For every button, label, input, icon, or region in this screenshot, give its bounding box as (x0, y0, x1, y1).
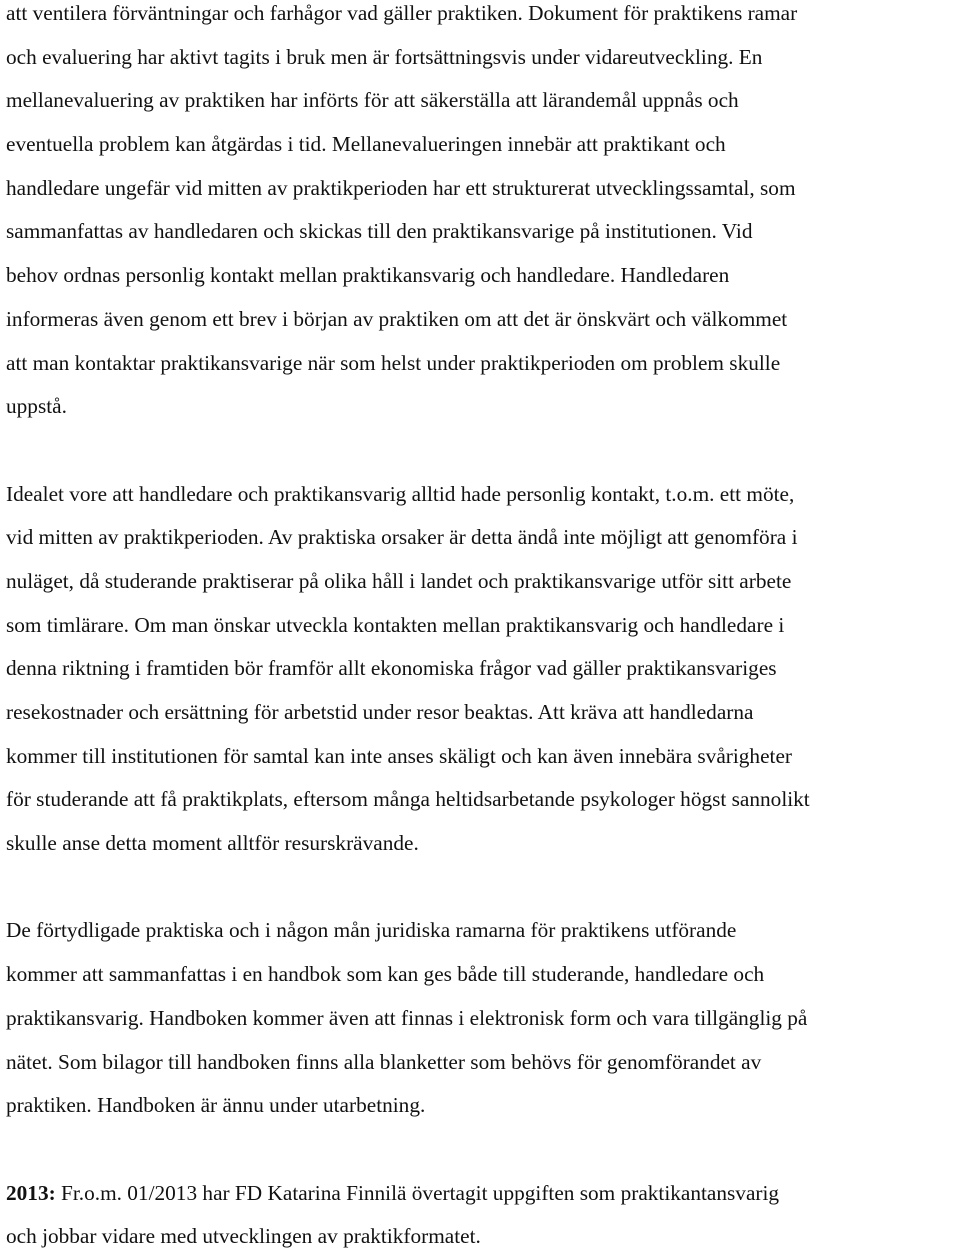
text-line: uppstå. (6, 394, 67, 419)
text-line: och evaluering har aktivt tagits i bruk men är fortsättningsvis under vidareutveckling. En (6, 44, 763, 69)
text-line: vid mitten av praktikperioden. Av praktiska orsaker är detta ändå inte möjligt att genomföra i (6, 525, 798, 550)
text-line: denna riktning i framtiden bör framför allt ekonomiska frågor vad gäller praktikansvariges (6, 656, 777, 681)
text-line: att ventilera förväntningar och farhågor vad gäller praktiken. Dokument för praktikens ramar (6, 1, 798, 25)
year-label: 2013: (6, 1180, 56, 1205)
text-line: sammanfattas av handledaren och skickas till den praktikansvarige på institutionen. Vid (6, 219, 753, 244)
text-line: kommer att sammanfattas i en handbok som kan ges både till studerande, handledare och (6, 962, 765, 987)
paragraph-idealet (6, 473, 958, 866)
text-line: handledare ungefär vid mitten av praktikperioden har ett strukturerat utvecklingssamtal, som (6, 175, 796, 200)
text-line: för studerande att få praktikplats, eftersom många heltidsarbetande psykologer högst sannolikt (6, 787, 810, 812)
text-line: mellanevaluering av praktiken har införts för att säkerställa att lärandemål uppnås och (6, 88, 739, 113)
document-page (6, 0, 958, 1259)
paragraph-2013 (6, 1172, 958, 1259)
text-span: Fr.o.m. 01/2013 har FD Katarina Finnilä övertagit uppgiften som praktikantansvarig (55, 1180, 780, 1205)
text-line: resekostnader och ersättning för arbetstid under resor beaktas. Att kräva att handledarna (6, 700, 754, 724)
text-line: eventuella problem kan åtgärdas i tid. Mellanevalueringen innebär att praktikant och (6, 132, 726, 157)
text-line: behov ordnas personlig kontakt mellan praktikansvarig och handledare. Handledaren (6, 263, 730, 288)
text-line: nuläget, då studerande praktiserar på olika håll i landet och praktikansvarige utför sitt arbete (6, 568, 792, 593)
text-line: Idealet vore att handledare och praktikansvarig alltid hade personlig kontakt, t.o.m. ett möte, (6, 481, 795, 506)
text-line: praktikansvarig. Handboken kommer även att finnas i elektronisk form och vara tillgänglig på (6, 1005, 808, 1030)
text-line: De förtydligade praktiska och i någon mån juridiska ramarna för praktikens utförande (6, 918, 737, 943)
text-line: informeras även genom ett brev i början av praktiken om att det är önskvärt och välkommet (6, 306, 788, 331)
paragraph-praktik-evaluering (6, 0, 958, 429)
text-line: nätet. Som bilagor till handboken finns alla blanketter som behövs för genomförandet av (6, 1049, 762, 1074)
text-line: skulle anse detta moment alltför resurskrävande. (6, 831, 419, 856)
text-line: praktiken. Handboken är ännu under utarbetning. (6, 1093, 426, 1118)
text-line: och jobbar vidare med utvecklingen av praktikformatet. (6, 1224, 481, 1249)
paragraph-handbok (6, 909, 958, 1127)
text-line: som timlärare. Om man önskar utveckla kontakten mellan praktikansvarig och handledare i (6, 612, 785, 637)
text-line: kommer till institutionen för samtal kan inte anses skäligt och kan även innebära svårigheter (6, 743, 792, 768)
text-line-2013 (6, 1172, 958, 1216)
text-line: att man kontaktar praktikansvarige när som helst under praktikperioden om problem skulle (6, 350, 781, 375)
